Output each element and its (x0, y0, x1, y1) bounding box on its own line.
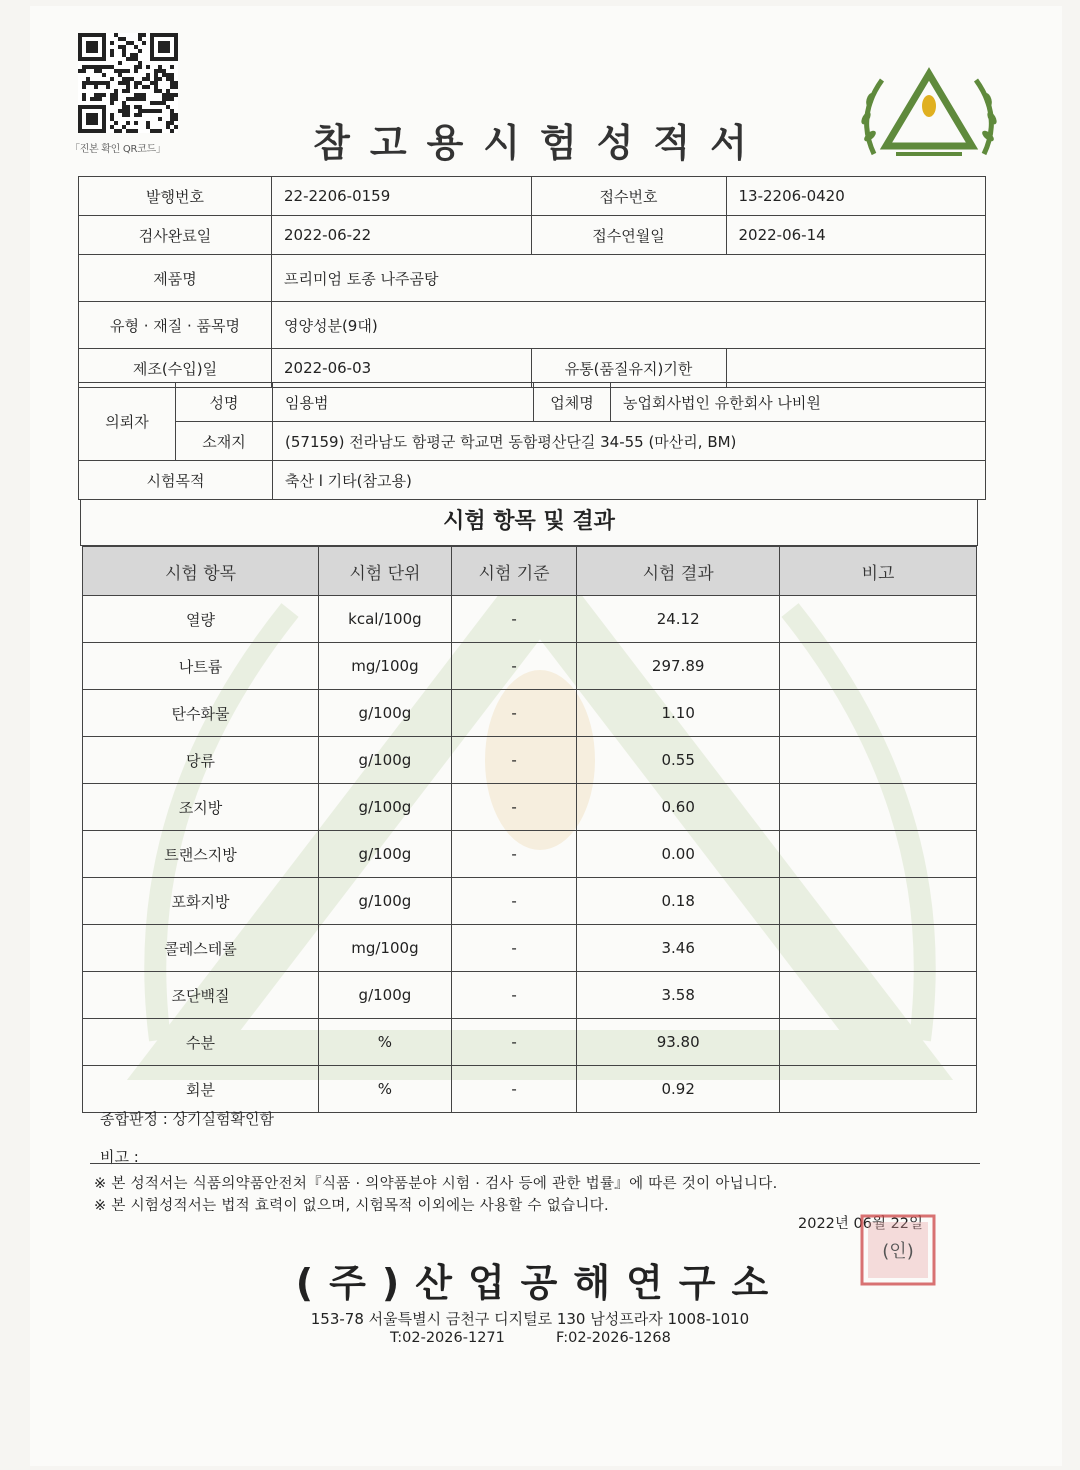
table-row (83, 596, 977, 643)
name-label: 성명 (176, 383, 273, 422)
header-result: 시험 결과 (577, 547, 780, 596)
header-item: 시험 항목 (83, 547, 319, 596)
result-item: 나트륨 (83, 643, 319, 690)
expiry-label: 유통(품질유지)기한 (531, 349, 726, 388)
result-standard: - (451, 690, 577, 737)
result-unit: g/100g (319, 831, 452, 878)
company-fax: F:02-2026-1268 (556, 1330, 671, 1346)
qr-caption: 「진본 확인 QR코드」 (70, 144, 166, 155)
result-item: 열량 (83, 596, 319, 643)
result-unit: % (319, 1019, 452, 1066)
result-value: 0.18 (577, 878, 780, 925)
result-note (780, 972, 977, 1019)
result-note (780, 878, 977, 925)
result-standard: - (451, 784, 577, 831)
requester-label: 의뢰자 (79, 383, 176, 461)
result-standard: - (451, 972, 577, 1019)
requester-address: (57159) 전라남도 함평군 학교면 동함평산단길 34-55 (마산리, BM) (273, 422, 986, 461)
result-item: 조단백질 (83, 972, 319, 1019)
receipt-no-label: 접수번호 (531, 177, 726, 216)
divider (90, 1163, 980, 1164)
result-value: 0.00 (577, 831, 780, 878)
result-note (780, 1066, 977, 1113)
test-purpose: 축산 l 기타(참고용) (273, 461, 986, 500)
result-standard: - (451, 1066, 577, 1113)
result-value: 0.55 (577, 737, 780, 784)
mfg-date: 2022-06-03 (272, 349, 532, 388)
table-row (83, 784, 977, 831)
receipt-no: 13-2206-0420 (726, 177, 986, 216)
table-row (83, 878, 977, 925)
result-standard: - (451, 1019, 577, 1066)
seal-text: (인) (882, 1241, 914, 1262)
result-note (780, 737, 977, 784)
company-tel: T:02-2026-1271 (390, 1330, 505, 1346)
result-standard: - (451, 925, 577, 972)
result-item: 조지방 (83, 784, 319, 831)
result-unit: kcal/100g (319, 596, 452, 643)
result-value: 0.92 (577, 1066, 780, 1113)
result-unit: g/100g (319, 784, 452, 831)
result-note (780, 596, 977, 643)
remark-label: 비고 : (100, 1148, 139, 1166)
company-name: (주)산업공해연구소 (295, 1261, 785, 1305)
result-value: 93.80 (577, 1019, 780, 1066)
receipt-date: 2022-06-14 (726, 216, 986, 255)
result-unit: mg/100g (319, 925, 452, 972)
table-row (83, 643, 977, 690)
result-value: 3.58 (577, 972, 780, 1019)
note-2: ※ 본 시험성적서는 법적 효력이 없으며, 시험목적 이외에는 사용할 수 없습니다. (94, 1198, 609, 1214)
result-unit: g/100g (319, 737, 452, 784)
document-title: 참고용시험성적서 (313, 121, 767, 165)
address-label: 소재지 (176, 422, 273, 461)
issue-no: 22-2206-0159 (272, 177, 532, 216)
issue-date: 2022년 06월 22일 (798, 1216, 924, 1232)
result-standard: - (451, 737, 577, 784)
product-label: 제품명 (79, 255, 272, 302)
result-unit: mg/100g (319, 643, 452, 690)
table-row (83, 831, 977, 878)
result-standard: - (451, 878, 577, 925)
result-unit: % (319, 1066, 452, 1113)
result-item: 회분 (83, 1066, 319, 1113)
result-item: 트랜스지방 (83, 831, 319, 878)
inspect-date-label: 검사완료일 (79, 216, 272, 255)
overall-verdict: 종합판정 : 상기실험확인함 (100, 1110, 274, 1128)
table-row (83, 972, 977, 1019)
table-row (83, 1019, 977, 1066)
result-note (780, 690, 977, 737)
requester-company: 농업회사법인 유한회사 나비원 (611, 383, 986, 422)
table-row (83, 737, 977, 784)
lab-logo-icon (856, 66, 1002, 162)
requester-name: 임용범 (273, 383, 534, 422)
company-label: 업체명 (534, 383, 611, 422)
result-note (780, 831, 977, 878)
result-note (780, 1019, 977, 1066)
result-note (780, 643, 977, 690)
result-note (780, 925, 977, 972)
table-row (83, 925, 977, 972)
result-unit: g/100g (319, 972, 452, 1019)
note-1: ※ 본 성적서는 식품의약품안전처『식품 · 의약품분야 시험 · 검사 등에 관한 법률』에 따른 것이 아닙니다. (94, 1176, 778, 1192)
product-name: 프리미엄 토종 나주곰탕 (272, 255, 986, 302)
header-note: 비고 (780, 547, 977, 596)
result-unit: g/100g (319, 878, 452, 925)
requester-table (78, 382, 986, 500)
company-address: 153-78 서울특별시 금천구 디지털로 130 남성프라자 1008-1010 (310, 1310, 750, 1328)
results-title: 시험 항목 및 결과 (80, 500, 978, 546)
inspect-date: 2022-06-22 (272, 216, 532, 255)
receipt-date-label: 접수연월일 (531, 216, 726, 255)
results-table (82, 546, 977, 1113)
result-item: 당류 (83, 737, 319, 784)
result-item: 콜레스테롤 (83, 925, 319, 972)
type-label: 유형 · 재질 · 품목명 (79, 302, 272, 349)
result-standard: - (451, 831, 577, 878)
purpose-label: 시험목적 (79, 461, 273, 500)
result-item: 탄수화물 (83, 690, 319, 737)
result-value: 3.46 (577, 925, 780, 972)
result-standard: - (451, 643, 577, 690)
header-standard: 시험 기준 (451, 547, 577, 596)
table-row (83, 1066, 977, 1113)
result-value: 0.60 (577, 784, 780, 831)
mfg-date-label: 제조(수입)일 (79, 349, 272, 388)
issue-no-label: 발행번호 (79, 177, 272, 216)
product-type: 영양성분(9대) (272, 302, 986, 349)
header-unit: 시험 단위 (319, 547, 452, 596)
table-row (83, 690, 977, 737)
result-unit: g/100g (319, 690, 452, 737)
result-note (780, 784, 977, 831)
result-value: 297.89 (577, 643, 780, 690)
result-item: 수분 (83, 1019, 319, 1066)
result-item: 포화지방 (83, 878, 319, 925)
info-table (78, 176, 986, 388)
result-standard: - (451, 596, 577, 643)
result-value: 1.10 (577, 690, 780, 737)
result-value: 24.12 (577, 596, 780, 643)
